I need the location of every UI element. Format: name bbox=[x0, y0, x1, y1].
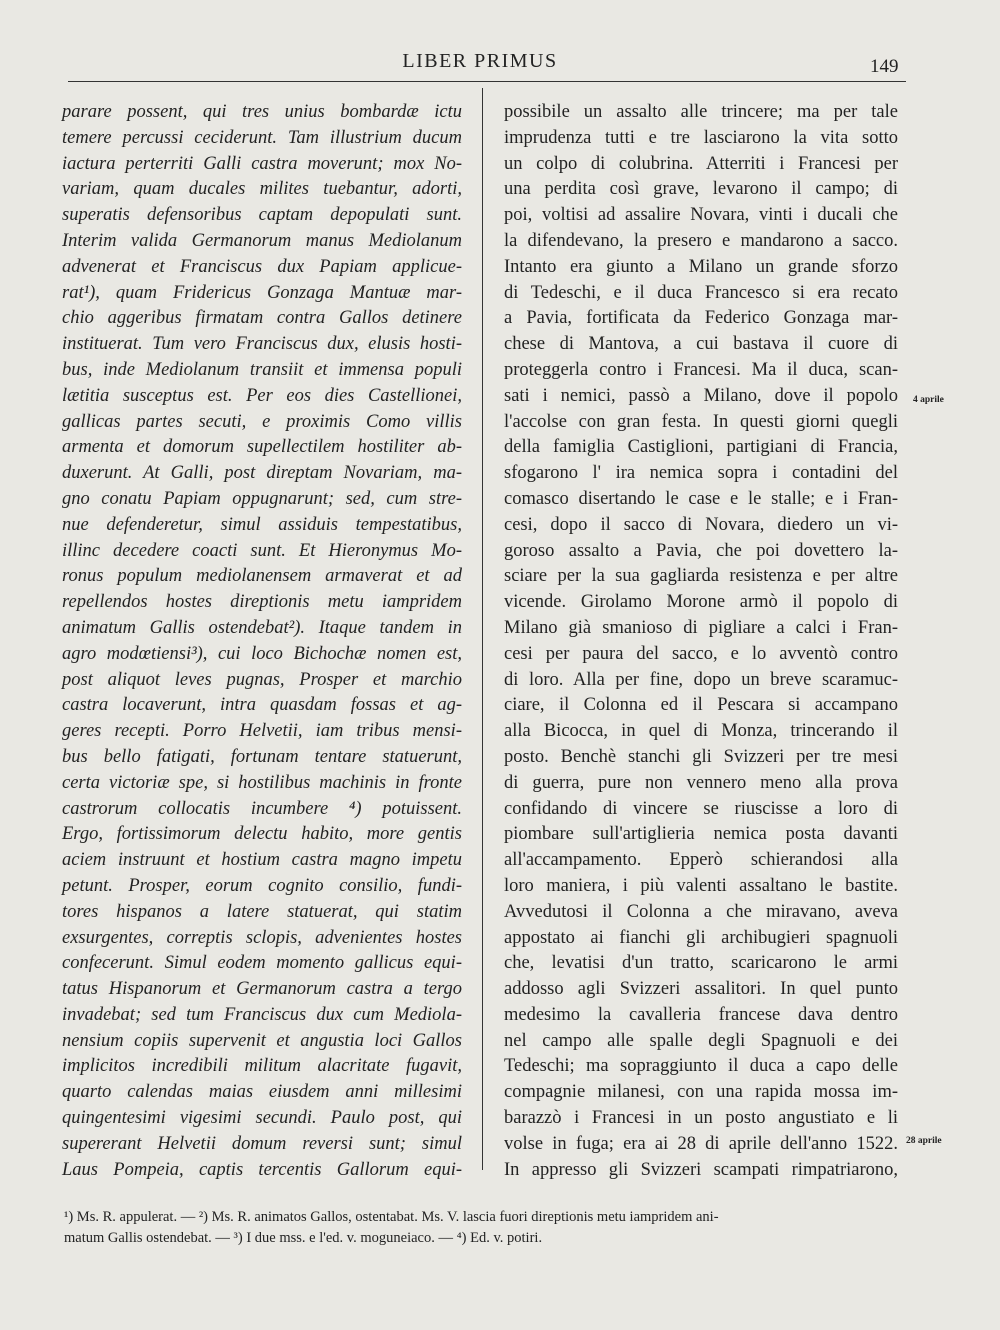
latin-text-line: petunt. Prosper, eorum cognito consilio, fundi- bbox=[62, 875, 462, 896]
latin-text-line: aciem instruunt et hostium castra magno impetu bbox=[62, 850, 462, 871]
italian-text-line: a Pavia, fortificata da Federico Gonzaga mar- bbox=[504, 308, 898, 329]
latin-text-column bbox=[62, 100, 462, 1183]
header-rule bbox=[68, 81, 906, 82]
latin-text-line: Interim valida Germanorum manus Mediolanum bbox=[62, 230, 462, 251]
italian-text-line: medesimo la cavalleria francese dava dentro bbox=[504, 1004, 898, 1025]
italian-text-line: che, levatisi d'un tratto, scaricarono le armi bbox=[504, 953, 898, 974]
italian-text-line: una perdita così grave, levarono il campo; di bbox=[504, 179, 898, 200]
italian-text-column bbox=[504, 100, 898, 1183]
italian-text-line: comasco disertando le case e le stalle; e i Fran- bbox=[504, 488, 898, 509]
italian-text-line: Intanto era giunto a Milano un grande sforzo bbox=[504, 256, 898, 277]
italian-text-line: addosso agli Svizzeri assalitori. In quel punto bbox=[504, 979, 898, 1000]
footnote-line: matum Gallis ostendebat. — ³) I due mss. e l'ed. v. moguneiaco. — ⁴) Ed. v. potiri. bbox=[64, 1230, 543, 1246]
latin-text-line: confecerunt. Simul eodem momento gallicus equi- bbox=[62, 953, 462, 974]
italian-text-line: confidando di vincere se riuscisse a loro di bbox=[504, 798, 898, 819]
latin-text-line: duxerunt. At Galli, post direptam Novariam, ma- bbox=[62, 463, 462, 484]
italian-text-line: cesi per paura del sacco, e lo avventò contro bbox=[504, 643, 898, 664]
latin-text-line: implicitos incredibili militum alacritate fugavit, bbox=[62, 1056, 462, 1077]
latin-text-line: tatus Hispanorum et Germanorum castra a tergo bbox=[62, 979, 462, 1000]
latin-text-line: rat¹), quam Fridericus Gonzaga Mantuæ mar- bbox=[62, 282, 462, 303]
latin-text-line: supererant Helvetii domum reversi sunt; simul bbox=[62, 1133, 462, 1154]
latin-text-line: castrorum collocatis incumbere ⁴) potuissent. bbox=[62, 798, 462, 819]
latin-text-line: quingentesimi vigesimi secundi. Paulo post, qui bbox=[62, 1108, 462, 1129]
latin-text-line: variam, quam ducales milites tuebantur, adorti, bbox=[62, 179, 462, 200]
italian-text-line: goroso assalto a Pavia, che poi dovettero la- bbox=[504, 540, 898, 561]
latin-text-line: tores hispanos a latere statuerat, qui statim bbox=[62, 901, 462, 922]
italian-text-line: loro maniera, i più valenti assaltano le bastite. bbox=[504, 875, 898, 896]
italian-text-line: piombare sull'artiglieria nemica posta davanti bbox=[504, 824, 898, 845]
italian-text-line: la difendevano, la presero e mandarono a sacco. bbox=[504, 230, 898, 251]
italian-text-line: compagnie milanesi, con una rapida mossa im- bbox=[504, 1082, 898, 1103]
italian-text-line: nel campo alle spalle degli Spagnuoli e dei bbox=[504, 1030, 898, 1051]
latin-text-line: post aliquot leves pugnas, Prosper et marchio bbox=[62, 669, 462, 690]
italian-text-line: della famiglia Castiglioni, partigiani di Francia, bbox=[504, 437, 898, 458]
latin-text-line: armenta et domorum supellectilem hostiliter ab- bbox=[62, 437, 462, 458]
italian-text-line: vicende. Girolamo Morone armò il popolo di bbox=[504, 592, 898, 613]
italian-text-line: possibile un assalto alle trincere; ma per tale bbox=[504, 102, 898, 122]
latin-text-line: repellendos hostes direptionis metu iampridem bbox=[62, 592, 462, 613]
latin-text-line: temere percussi ceciderunt. Tam illustrium ducum bbox=[62, 127, 462, 148]
italian-text-line: sciare per la sua gagliarda resistenza e per altre bbox=[504, 566, 898, 587]
italian-text-line: di Tedeschi, e il duca Francesco si era recato bbox=[504, 282, 898, 303]
latin-text-line: bus, inde Mediolanum transiit et immensa populi bbox=[62, 359, 462, 380]
italian-text-line: ciare, il Colonna ed il Pescara si accampano bbox=[504, 695, 898, 716]
italian-text-line: Avvedutosi il Colonna a che miravano, aveva bbox=[504, 901, 898, 922]
latin-text-line: nensium copiis supervenit et angustia loci Gallos bbox=[62, 1030, 462, 1051]
margin-date-note: 28 aprile bbox=[906, 1136, 942, 1146]
italian-text-line: l'accolse con gran festa. In questi giorni quegli bbox=[504, 411, 898, 432]
column-divider bbox=[482, 88, 483, 1170]
italian-text-line: chese di Mantova, a cui bastava il cuore di bbox=[504, 334, 898, 355]
latin-text-line: geres recepti. Porro Helvetii, iam tribus mensi- bbox=[62, 721, 462, 742]
latin-text-line: nue defenderetur, simul assiduis tempestatibus, bbox=[62, 514, 462, 535]
latin-text-line: Laus Pompeia, captis tercentis Gallorum equi- bbox=[62, 1159, 462, 1180]
italian-text-line: di loro. Alla per fine, dopo un breve scaramuc- bbox=[504, 669, 898, 690]
italian-text-line: di guerra, pure non vennero meno alla prova bbox=[504, 772, 898, 793]
latin-text-line: advenerat et Franciscus dux Papiam applicue- bbox=[62, 256, 462, 277]
latin-text-line: gno conatu Papiam oppugnarunt; sed, cum stre- bbox=[62, 488, 462, 509]
latin-text-line: Ergo, fortissimorum delectu habito, more gentis bbox=[62, 824, 462, 845]
italian-text-line: In appresso gli Svizzeri scampati rimpatriarono, bbox=[504, 1159, 898, 1180]
latin-text-line: gallicas partes secuti, e proximis Como villis bbox=[62, 411, 462, 432]
running-header: LIBER PRIMUS bbox=[402, 50, 558, 72]
italian-text-line: Milano già smanioso di pigliare a calci i Fran- bbox=[504, 617, 898, 638]
footnotes bbox=[64, 1207, 904, 1249]
margin-date-note: 4 aprile bbox=[913, 395, 944, 405]
footnote-line: ¹) Ms. R. appulerat. — ²) Ms. R. animatos Gallos, ostentabat. Ms. V. lascia fuori direptionis metu iampridem ani- bbox=[64, 1209, 719, 1225]
italian-text-line: volse in fuga; era ai 28 di aprile dell'anno 1522. bbox=[504, 1133, 898, 1154]
latin-text-line: exsurgentes, correptis sclopis, advenientes hostes bbox=[62, 927, 462, 948]
italian-text-line: posto. Benchè stanchi gli Svizzeri per tre mesi bbox=[504, 746, 898, 767]
latin-text-line: invadebat; sed tum Franciscus dux cum Mediola- bbox=[62, 1004, 462, 1025]
italian-text-line: poi, voltisi ad assalire Novara, vinti i ducali che bbox=[504, 205, 898, 226]
latin-text-line: illinc decedere coacti sunt. Et Hieronymus Mo- bbox=[62, 540, 462, 561]
italian-text-line: all'accampamento. Epperò schierandosi alla bbox=[504, 850, 898, 871]
italian-text-line: appostato ai fianchi gli archibugieri spagnuoli bbox=[504, 927, 898, 948]
latin-text-line: agro modœtiensi³), cui loco Bichochæ nomen est, bbox=[62, 643, 462, 664]
latin-text-line: certa victoriæ spe, si hostilibus machinis in fronte bbox=[62, 772, 462, 793]
italian-text-line: alla Bicocca, in quel di Monza, trincerando il bbox=[504, 721, 898, 742]
latin-text-line: animatum Gallis ostendebat²). Itaque tandem in bbox=[62, 617, 462, 638]
italian-text-line: Tedeschi; ma sopraggiunto il duca a capo delle bbox=[504, 1056, 898, 1077]
latin-text-line: quarto calendas maias eiusdem anni millesimi bbox=[62, 1082, 462, 1103]
latin-text-line: instituerat. Tum vero Franciscus dux, elusis hosti- bbox=[62, 334, 462, 355]
latin-text-line: lætitia susceptus est. Per eos dies Castellionei, bbox=[62, 385, 462, 406]
latin-text-line: chio aggeribus firmatam contra Gallos detinere bbox=[62, 308, 462, 329]
italian-text-line: proteggerla contro i Francesi. Ma il duca, scan- bbox=[504, 359, 898, 380]
italian-text-line: sati i nemici, passò a Milano, dove il popolo bbox=[504, 385, 898, 406]
italian-text-line: barazzò i Francesi in un posto angustiato e li bbox=[504, 1108, 898, 1129]
latin-text-line: iactura perterriti Galli castra moverunt; mox No- bbox=[62, 153, 462, 174]
latin-text-line: ronus populum mediolanensem armaverat et ad bbox=[62, 566, 462, 587]
italian-text-line: imprudenza tutti e tre lasciarono la vita sotto bbox=[504, 127, 898, 148]
latin-text-line: castra locaverunt, intra quasdam fossas et ag- bbox=[62, 695, 462, 716]
italian-text-line: sfogarono l' ira nemica sopra i contadini del bbox=[504, 463, 898, 484]
italian-text-line: un colpo di colubrina. Atterriti i Francesi per bbox=[504, 153, 898, 174]
italian-text-line: cesi, dopo il sacco di Novara, diedero un vi- bbox=[504, 514, 898, 535]
latin-text-line: parare possent, qui tres unius bombardæ ictu bbox=[62, 102, 462, 122]
latin-text-line: bus bello fatigati, fortunam tentare statuerunt, bbox=[62, 746, 462, 767]
latin-text-line: superatis defensoribus captam depopulati sunt. bbox=[62, 205, 462, 226]
page-number: 149 bbox=[870, 56, 899, 77]
